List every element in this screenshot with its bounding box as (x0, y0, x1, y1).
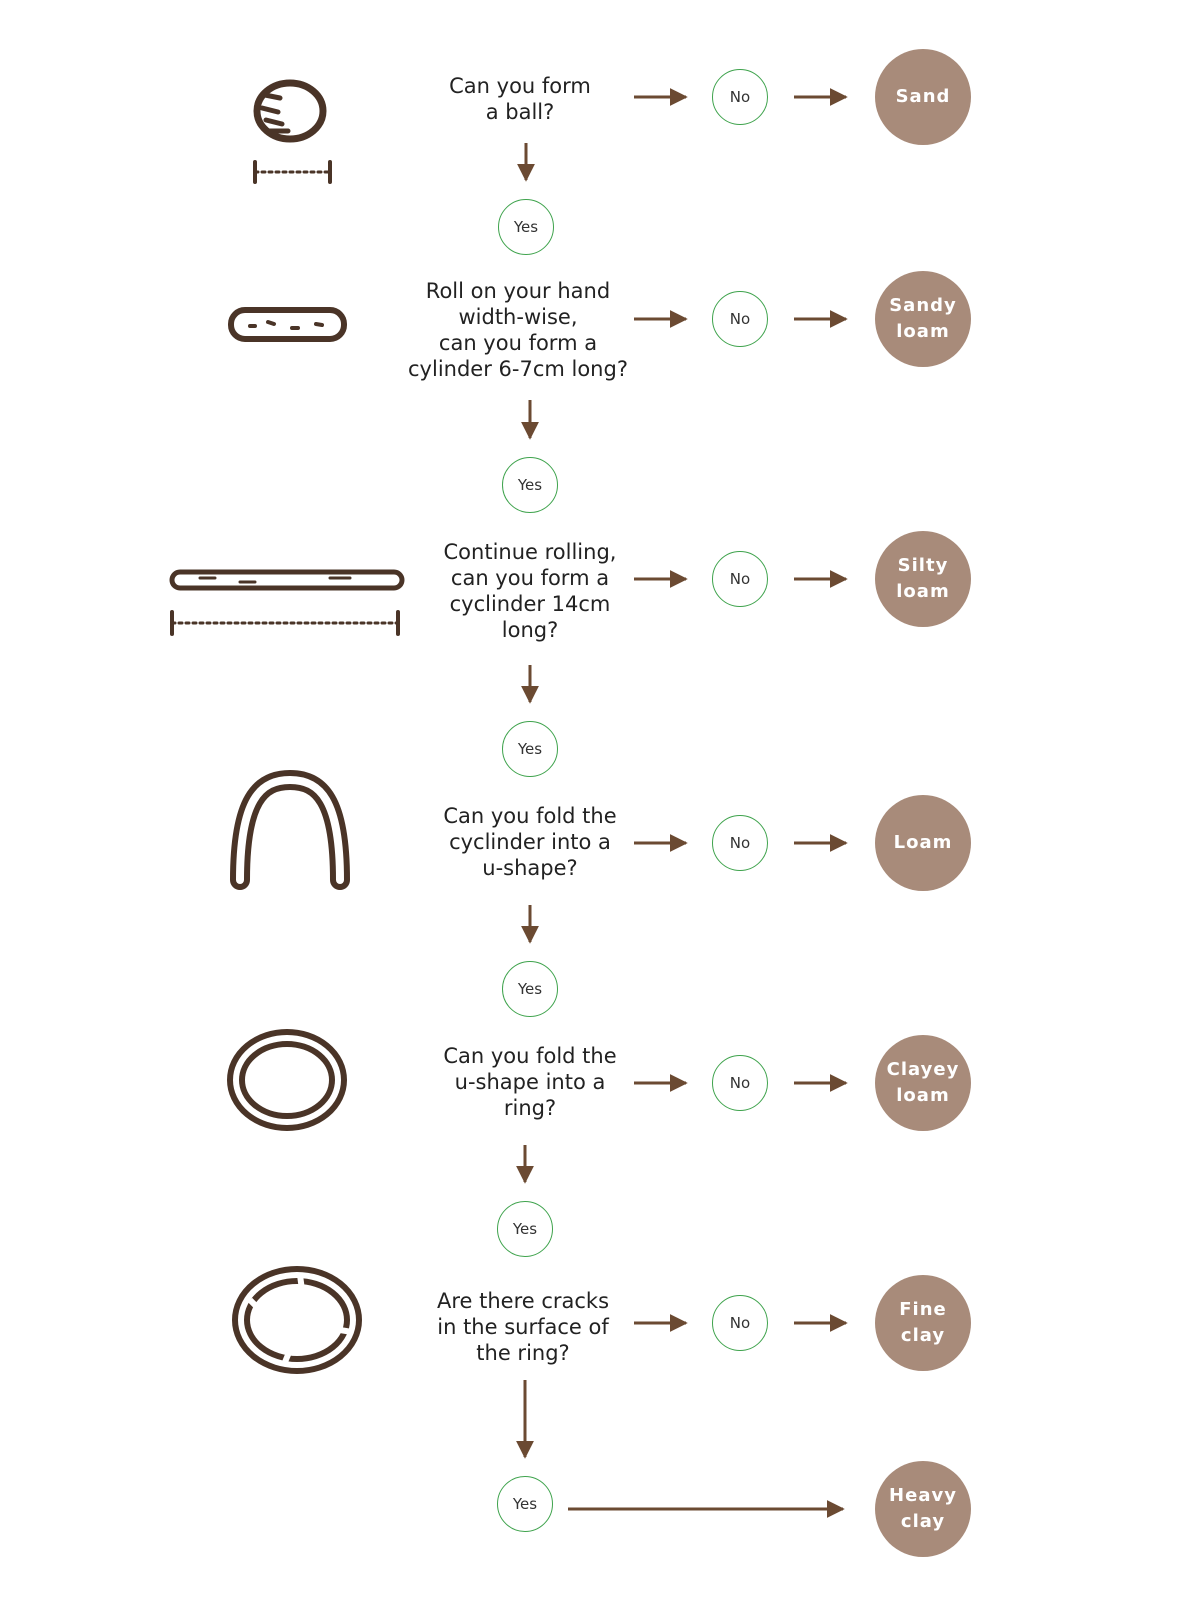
yes-pill-3: Yes (502, 721, 558, 777)
u-shape-icon (240, 780, 340, 880)
yes-pill-2: Yes (502, 457, 558, 513)
question-3: Continue rolling, can you form a cyclinder 14cm long? (443, 540, 617, 642)
question-4: Can you fold the cyclinder into a u-shape? (443, 804, 617, 880)
long-cylinder-icon (172, 572, 402, 634)
question-5: Can you fold the u-shape into a ring? (443, 1044, 617, 1120)
result-loam: Loam (875, 795, 971, 891)
no-pill-4: No (712, 815, 768, 871)
result-clayey-loam: Clayey loam (875, 1035, 971, 1131)
yes-pill-6: Yes (497, 1476, 553, 1532)
result-silty-loam: Silty loam (875, 531, 971, 627)
short-cylinder-icon (231, 310, 344, 339)
ring-icon (236, 1038, 338, 1122)
no-pill-3: No (712, 551, 768, 607)
no-pill-1: No (712, 69, 768, 125)
result-heavy-clay: Heavy clay (875, 1461, 971, 1557)
result-sand: Sand (875, 49, 971, 145)
yes-pill-4: Yes (502, 961, 558, 1017)
question-6: Are there cracks in the surface of the ring? (436, 1289, 610, 1365)
question-1: Can you form a ball? (449, 74, 591, 124)
yes-pill-5: Yes (497, 1201, 553, 1257)
no-pill-5: No (712, 1055, 768, 1111)
question-2: Roll on your hand width-wise, can you form a cylinder 6-7cm long? (408, 279, 628, 381)
result-fine-clay: Fine clay (875, 1275, 971, 1371)
cracked-ring-icon (241, 1275, 353, 1365)
ball-icon (255, 83, 330, 182)
result-sandy-loam: Sandy loam (875, 271, 971, 367)
yes-pill-1: Yes (498, 199, 554, 255)
no-pill-6: No (712, 1295, 768, 1351)
no-pill-2: No (712, 291, 768, 347)
